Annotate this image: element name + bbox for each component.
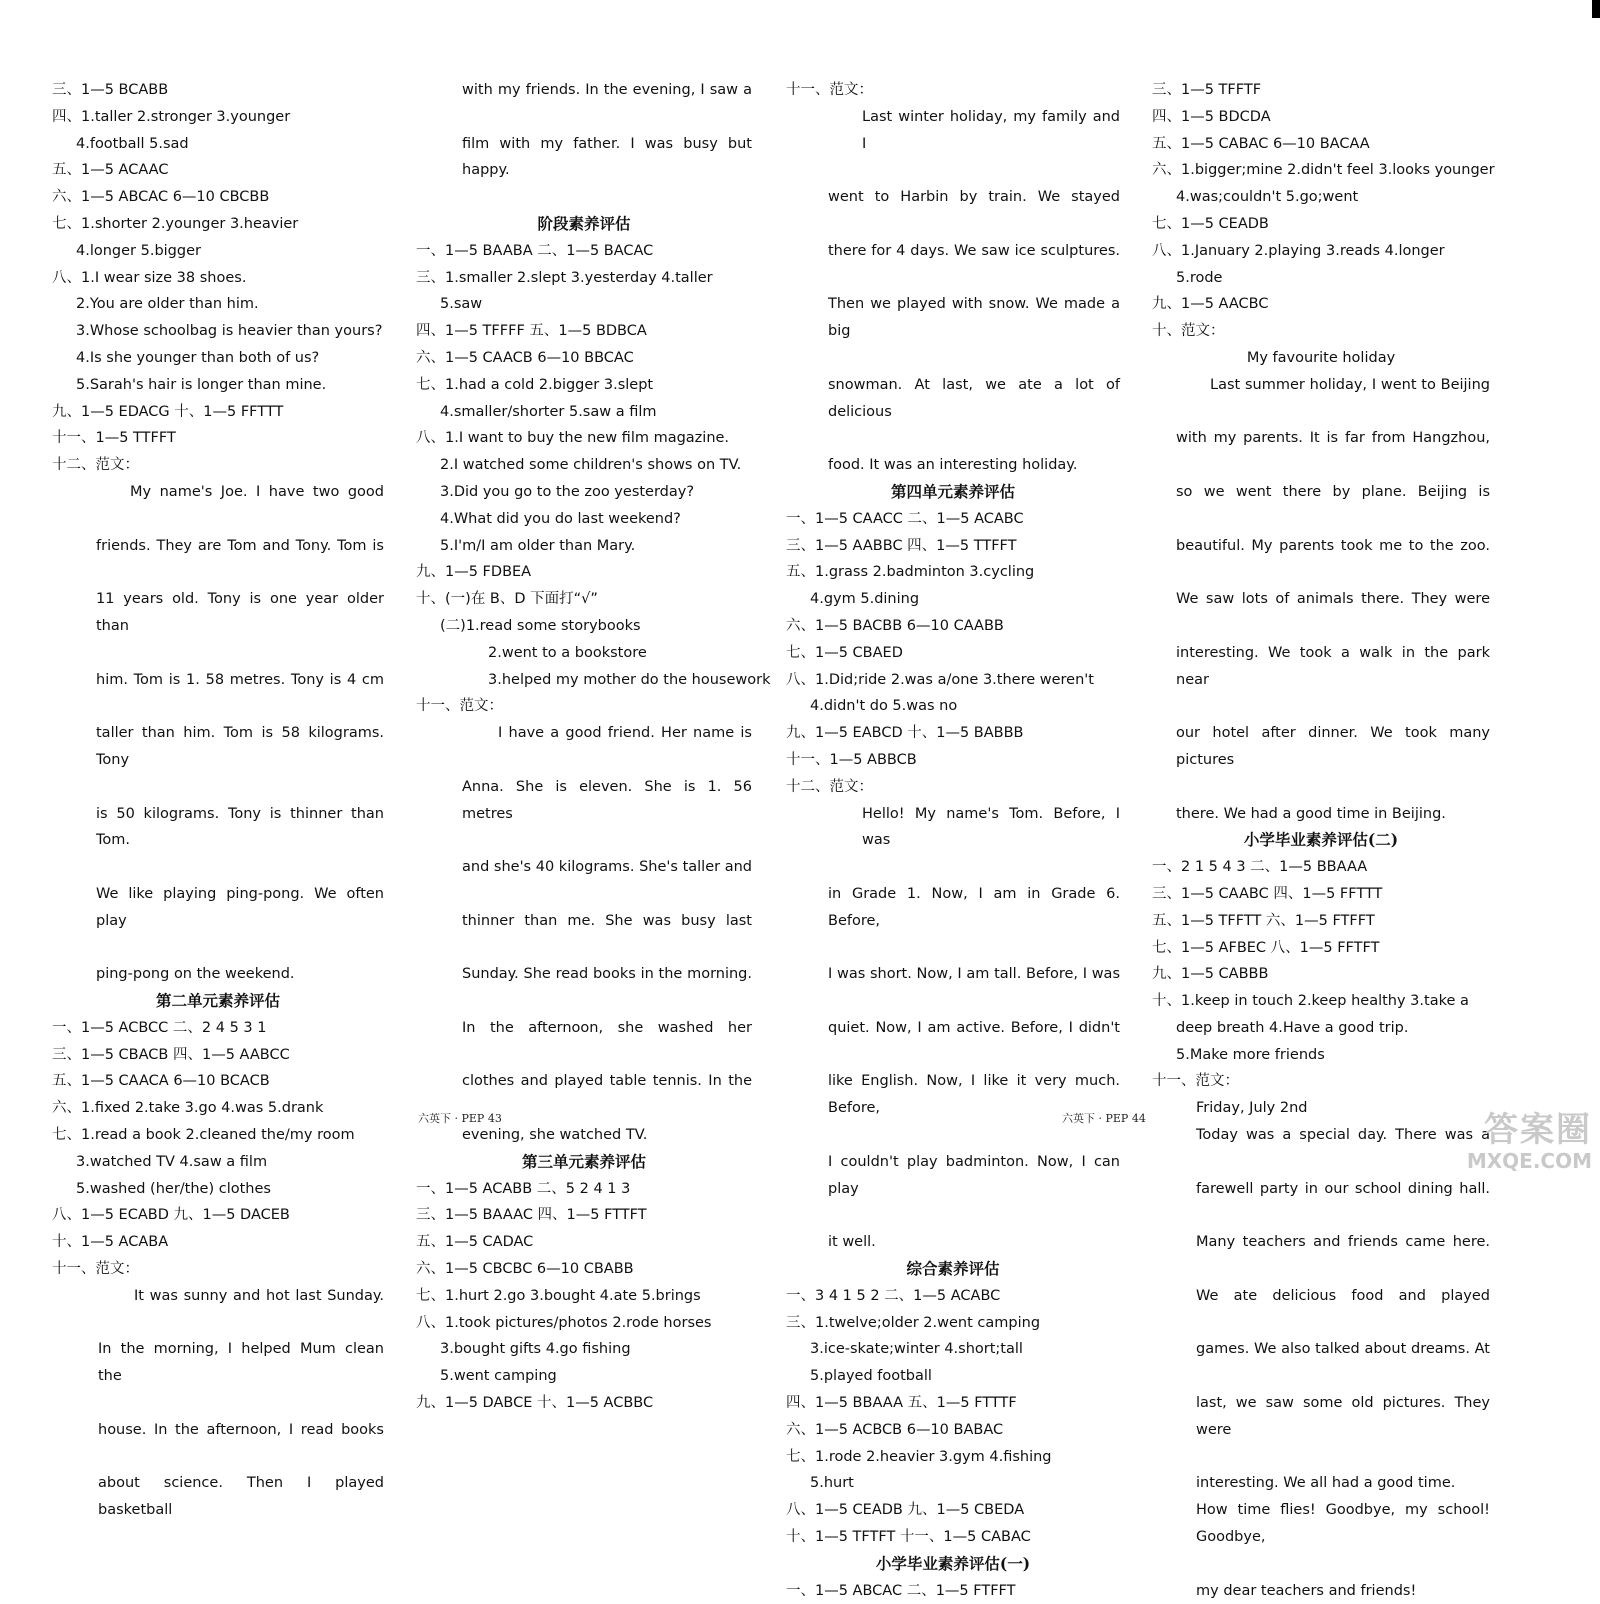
answer-column-1	[52, 77, 384, 1551]
answer-line: 五、1—5 CAACA 6—10 BCACB	[52, 1073, 270, 1090]
answer-line: 一、2 1 5 4 3 二、1—5 BBAAA	[1152, 859, 1368, 876]
answer-line: 十一、范文：	[1152, 1073, 1239, 1090]
answer-line: 七、1.rode 2.heavier 3.gym 4.fishing	[786, 1448, 1052, 1465]
answer-line: 3.Did you go to the zoo yesterday?	[440, 483, 695, 500]
essay-line: Then we played with snow. We made a big	[828, 296, 1120, 340]
answer-line: 一、1—5 ABCAC 二、1—5 FTFFT	[786, 1582, 1016, 1599]
answer-line: 2.went to a bookstore	[488, 644, 647, 661]
section-heading: 小学毕业素养评估(二)	[1243, 830, 1399, 850]
essay-line: Today was a special day. There was a	[1196, 1127, 1490, 1144]
answer-line: 六、1—5 ACBCB 6—10 BABAC	[786, 1421, 1004, 1438]
answer-line: 3.bought gifts 4.go fishing	[440, 1341, 631, 1358]
answer-line: 七、1.hurt 2.go 3.bought 4.ate 5.brings	[416, 1287, 701, 1304]
answer-line: 六、1—5 BACBB 6—10 CAABB	[786, 617, 1004, 634]
answer-line: 5.hurt	[810, 1475, 854, 1492]
answer-line: 十一、范文：	[786, 82, 873, 98]
section-heading: 小学毕业素养评估(一)	[875, 1553, 1031, 1573]
answer-line: 十、范文：	[1152, 323, 1225, 340]
answer-line: 4.longer 5.bigger	[76, 242, 201, 259]
essay-line: friends. They are Tom and Tony. Tom is	[96, 537, 384, 554]
essay-line: How time flies! Goodbye, my school! Goodbye,	[1196, 1502, 1490, 1546]
essay-line: Last summer holiday, I went to Beijing	[1210, 376, 1490, 393]
answer-line: 八、1.January 2.playing 3.reads 4.longer	[1152, 242, 1445, 259]
answer-line: 九、1—5 FDBEA	[416, 564, 532, 581]
answer-line: 八、1.Did;ride 2.was a/one 3.there weren't	[786, 671, 1094, 688]
answer-line: 八、1.I wear size 38 shoes.	[52, 269, 247, 286]
answer-line: 5.I'm/I am older than Mary.	[440, 537, 636, 554]
answer-line: 十二、范文：	[52, 457, 139, 474]
answer-line: 3.ice-skate;winter 4.short;tall	[810, 1341, 1023, 1358]
essay-line: in Grade 1. Now, I am in Grade 6. Before,	[828, 885, 1120, 929]
answer-line: 三、1—5 CAABC 四、1—5 FFTTT	[1152, 885, 1383, 902]
answer-line: 六、1—5 CAACB 6—10 BBCAC	[416, 349, 634, 366]
essay-line: ping-pong on the weekend.	[96, 966, 295, 983]
answer-line: 九、1—5 DABCE 十、1—5 ACBBC	[416, 1395, 654, 1412]
answer-line: 3.Whose schoolbag is heavier than yours?	[76, 323, 383, 340]
essay-line: Many teachers and friends came here.	[1196, 1234, 1490, 1251]
answer-line: 三、1—5 AABBC 四、1—5 TTFFT	[786, 537, 1017, 554]
essay-line: interesting. We all had a good time.	[1196, 1475, 1456, 1492]
answer-line: 九、1—5 EABCD 十、1—5 BABBB	[786, 725, 1024, 742]
essay-line: there for 4 days. We saw ice sculptures.	[828, 242, 1120, 259]
answer-line: 五、1—5 TFFTT 六、1—5 FTFFT	[1152, 912, 1375, 929]
answer-line: 八、1.took pictures/photos 2.rode horses	[416, 1314, 712, 1331]
essay-line: there. We had a good time in Beijing.	[1176, 805, 1446, 822]
answer-line: 十一、1—5 TTFFT	[52, 430, 176, 447]
answer-column-4	[1152, 77, 1495, 1604]
essay-line: snowman. At last, we ate a lot of delicious	[828, 376, 1120, 420]
section-heading: 第二单元素养评估	[155, 991, 280, 1011]
answer-line: 3.helped my mother do the housework	[488, 671, 771, 688]
answer-line: 七、1.read a book 2.cleaned the/my room	[52, 1127, 355, 1144]
answer-line: 4.football 5.sad	[76, 135, 189, 152]
essay-line: went to Harbin by train. We stayed	[828, 189, 1120, 206]
essay-line: my dear teachers and friends!	[1196, 1582, 1417, 1599]
essay-line: In the afternoon, she washed her	[462, 1019, 752, 1036]
essay-line: about science. Then I played basketball	[98, 1475, 384, 1519]
essay-line: film with my father. I was busy but happy.	[462, 135, 752, 179]
answer-line: 4.was;couldn't 5.go;went	[1176, 189, 1359, 206]
answer-line: 五、1.grass 2.badminton 3.cycling	[786, 564, 1035, 581]
essay-line: farewell party in our school dining hall.	[1196, 1180, 1490, 1197]
essay-line: Last winter holiday, my family and I	[862, 108, 1120, 152]
answer-line: 十一、范文：	[52, 1261, 139, 1278]
answer-line: 5.went camping	[440, 1368, 557, 1385]
section-heading: 第四单元素养评估	[890, 481, 1015, 501]
answer-line: 5.rode	[1176, 269, 1223, 286]
answer-line: 三、1—5 BCABB	[52, 82, 169, 98]
section-heading: 第三单元素养评估	[521, 1151, 646, 1171]
answer-line: (二)1.read some storybooks	[440, 617, 641, 634]
answer-line: 九、1—5 AACBC	[1152, 296, 1269, 313]
essay-line: Sunday. She read books in the morning.	[462, 966, 752, 983]
answer-line: 十、1.keep in touch 2.keep healthy 3.take a	[1152, 993, 1469, 1010]
essay-line: taller than him. Tom is 58 kilograms. Tony	[96, 725, 384, 768]
answer-line: 三、1.smaller 2.slept 3.yesterday 4.taller	[416, 269, 713, 286]
answer-line: 5.played football	[810, 1368, 932, 1385]
page-footer-left: 六英下 · PEP 43	[418, 1112, 502, 1125]
essay-line: last, we saw some old pictures. They were	[1196, 1395, 1490, 1438]
essay-line: so we went there by plane. Beijing is	[1176, 483, 1490, 500]
answer-line: 八、1—5 ECABD 九、1—5 DACEB	[52, 1207, 290, 1224]
section-heading: 综合素养评估	[906, 1259, 1000, 1279]
essay-line: Friday, July 2nd	[1196, 1100, 1308, 1117]
answer-line: 五、1—5 CABAC 6—10 BACAA	[1152, 135, 1370, 152]
answer-line: 六、1.fixed 2.take 3.go 4.was 5.drank	[52, 1100, 324, 1117]
essay-line: 11 years old. Tony is one year older than	[96, 591, 384, 634]
answer-line: 八、1—5 CEADB 九、1—5 CBEDA	[786, 1502, 1025, 1519]
answer-line: 5.saw	[440, 296, 483, 313]
essay-line: My name's Joe. I have two good	[130, 483, 384, 500]
essay-line: We like playing ping-pong. We often play	[96, 885, 384, 929]
answer-line: 4.didn't do 5.was no	[810, 698, 958, 715]
answer-line: 四、1—5 TFFFF 五、1—5 BDBCA	[416, 323, 647, 340]
watermark-line2: MXQE.COM	[1466, 1149, 1592, 1173]
essay-line: our hotel after dinner. We took many pictures	[1176, 725, 1490, 768]
essay-line: evening, she watched TV.	[462, 1127, 648, 1144]
essay-line: clothes and played table tennis. In the	[462, 1073, 752, 1090]
answer-line: 十一、范文：	[416, 698, 503, 715]
essay-line: food. It was an interesting holiday.	[828, 457, 1078, 474]
essay-line: with my parents. It is far from Hangzhou,	[1176, 430, 1490, 447]
answer-line: 六、1.bigger;mine 2.didn't feel 3.looks younger	[1152, 162, 1495, 179]
answer-column-2	[416, 77, 771, 1417]
answer-line: 一、1—5 CAACC 二、1—5 ACABC	[786, 510, 1024, 527]
answer-line: 十、1—5 TFTFT 十一、1—5 CABAC	[786, 1529, 1031, 1546]
essay-line: Anna. She is eleven. She is 1. 56 metres	[462, 778, 752, 822]
section-heading: 阶段素养评估	[537, 213, 631, 233]
answer-line: 六、1—5 CBCBC 6—10 CBABB	[416, 1261, 634, 1278]
answer-column-3	[786, 77, 1120, 1604]
answer-line: 4.What did you do last weekend?	[440, 510, 681, 527]
answer-line: 5.Make more friends	[1176, 1046, 1325, 1063]
answer-line: 十二、范文：	[786, 778, 873, 795]
answer-line: 五、1—5 ACAAC	[52, 162, 169, 179]
essay-line: with my friends. In the evening, I saw a	[462, 82, 752, 98]
section-heading: My favourite holiday	[1246, 349, 1396, 366]
answer-line: 十一、1—5 ABBCB	[786, 751, 917, 768]
watermark-logo	[1422, 1110, 1592, 1176]
answer-line: 四、1—5 BBAAA 五、1—5 FTTTF	[786, 1395, 1017, 1412]
essay-line: games. We also talked about dreams. At	[1196, 1341, 1490, 1358]
essay-line: house. In the afternoon, I read books	[98, 1421, 384, 1438]
answer-line: 一、1—5 ACBCC 二、2 4 5 3 1	[52, 1019, 267, 1036]
essay-line: thinner than me. She was busy last	[462, 912, 752, 929]
answer-line: 4.gym 5.dining	[810, 591, 920, 608]
answer-line: 四、1.taller 2.stronger 3.younger	[52, 108, 291, 125]
answer-line: 3.watched TV 4.saw a film	[76, 1153, 268, 1170]
answer-line: 七、1.shorter 2.younger 3.heavier	[52, 215, 299, 232]
essay-line: beautiful. My parents took me to the zoo.	[1176, 537, 1490, 554]
answer-line: 2.You are older than him.	[76, 296, 259, 313]
answer-line: deep breath 4.Have a good trip.	[1176, 1019, 1409, 1036]
essay-line: quiet. Now, I am active. Before, I didn't	[828, 1019, 1120, 1036]
answer-line: 4.smaller/shorter 5.saw a film	[440, 403, 657, 420]
answer-line: 5.washed (her/the) clothes	[76, 1180, 271, 1197]
answer-line: 七、1—5 CEADB	[1152, 215, 1269, 232]
essay-line: It was sunny and hot last Sunday.	[134, 1287, 384, 1304]
answer-line: 4.Is she younger than both of us?	[76, 349, 320, 366]
answer-line: 七、1—5 CBAED	[786, 644, 903, 661]
essay-line: I was short. Now, I am tall. Before, I was	[828, 966, 1120, 983]
answer-line: 九、1—5 EDACG 十、1—5 FFTTT	[52, 403, 284, 420]
essay-line: it well.	[828, 1234, 876, 1251]
answer-line: 九、1—5 CABBB	[1152, 966, 1269, 983]
essay-line: him. Tom is 1. 58 metres. Tony is 4 cm	[96, 671, 384, 688]
answer-line: 一、3 4 1 5 2 二、1—5 ACABC	[786, 1287, 1001, 1304]
answer-line: 八、1.I want to buy the new film magazine.	[416, 430, 730, 447]
essay-line: We saw lots of animals there. They were	[1176, 591, 1490, 608]
answer-line: 2.I watched some children's shows on TV.	[440, 457, 742, 474]
essay-line: I have a good friend. Her name is	[498, 725, 752, 742]
answer-line: 十、1—5 ACABA	[52, 1234, 169, 1251]
answer-line: 七、1—5 AFBEC 八、1—5 FFTFT	[1152, 939, 1380, 956]
answer-line: 一、1—5 ACABB 二、5 2 4 1 3	[416, 1180, 631, 1197]
essay-line: I couldn't play badminton. Now, I can play	[828, 1153, 1120, 1197]
essay-line: In the morning, I helped Mum clean the	[98, 1341, 384, 1385]
answer-line: 三、1—5 TFFTF	[1152, 82, 1262, 98]
corner-mark	[1592, 0, 1600, 18]
answer-line: 5.Sarah's hair is longer than mine.	[76, 376, 327, 393]
essay-line: like English. Now, I like it very much. Before,	[828, 1073, 1120, 1117]
essay-line: Hello! My name's Tom. Before, I was	[862, 805, 1120, 849]
answer-line: 四、1—5 BDCDA	[1152, 108, 1271, 125]
answer-line: 三、1.twelve;older 2.went camping	[786, 1314, 1041, 1331]
answer-line: 六、1—5 ABCAC 6—10 CBCBB	[52, 189, 270, 206]
answer-line: 一、1—5 BAABA 二、1—5 BACAC	[416, 242, 654, 259]
essay-line: We ate delicious food and played	[1196, 1287, 1490, 1304]
answer-line: 十、(一)在 B、D 下面打“√”	[416, 591, 598, 608]
essay-line: interesting. We took a walk in the park near	[1176, 644, 1490, 688]
watermark-line1: 答案圈	[1484, 1110, 1592, 1150]
page-footer-right: 六英下 · PEP 44	[1062, 1112, 1146, 1125]
answer-line: 三、1—5 CBACB 四、1—5 AABCC	[52, 1046, 290, 1063]
answer-line: 五、1—5 CADAC	[416, 1234, 534, 1251]
answer-line: 七、1.had a cold 2.bigger 3.slept	[416, 376, 654, 393]
answer-line: 三、1—5 BAAAC 四、1—5 FTTFT	[416, 1207, 647, 1224]
essay-line: is 50 kilograms. Tony is thinner than Tom.	[96, 805, 384, 849]
essay-line: and she's 40 kilograms. She's taller and	[462, 859, 752, 876]
